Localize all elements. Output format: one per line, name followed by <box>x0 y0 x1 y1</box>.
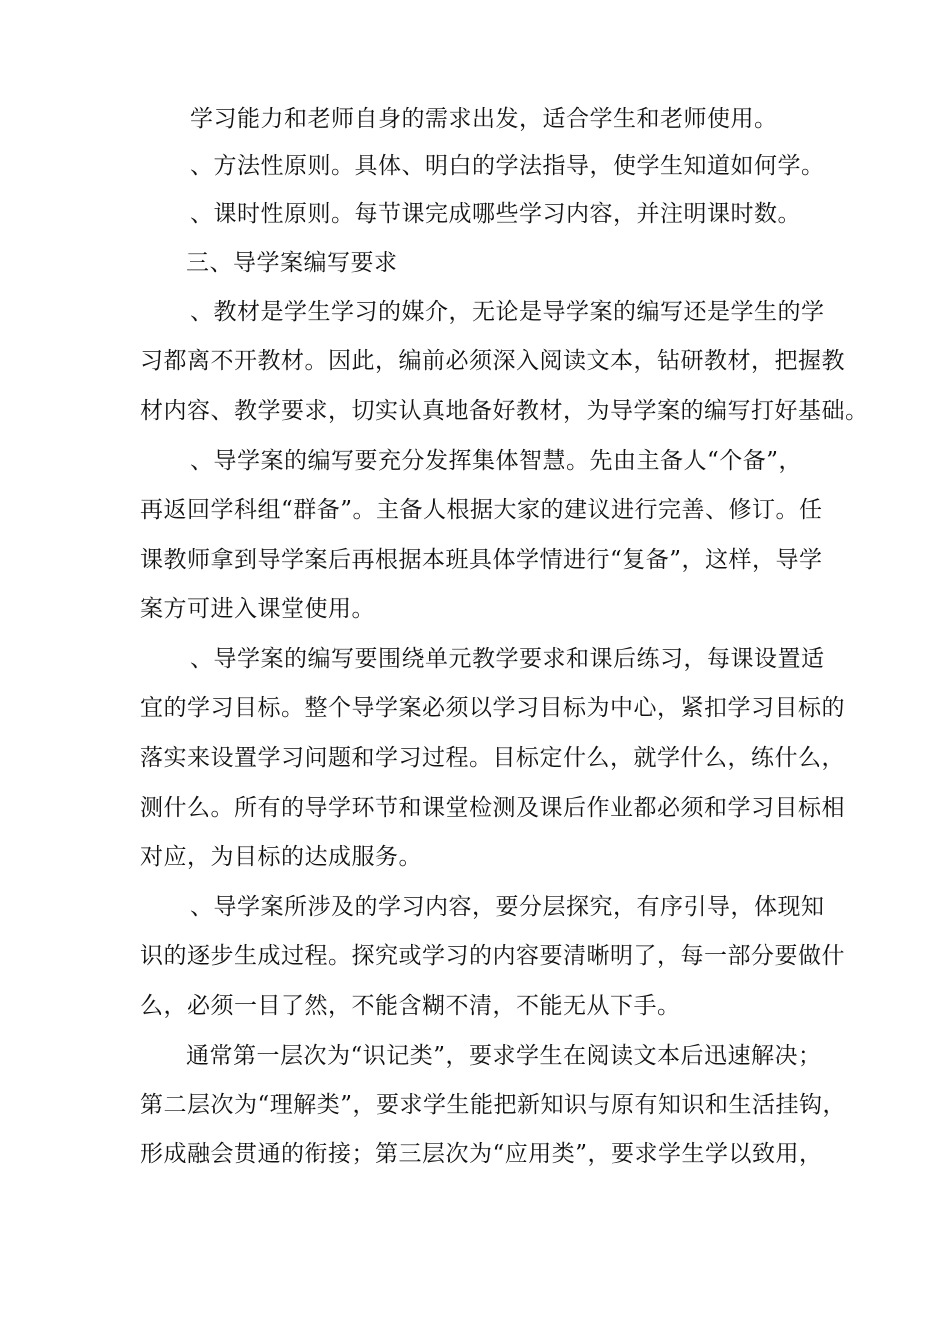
text-line: 形成融会贯通的衔接；第三层次为“应用类”，要求学生学以致用， <box>140 1141 823 1167</box>
text-line: 、方法性原则。具体、明白的学法指导，使学生知道如何学。 <box>190 153 825 179</box>
text-line: 、导学案的编写要充分发挥集体智慧。先由主备人“个备”， <box>190 448 803 474</box>
text-line: 案方可进入课堂使用。 <box>140 596 375 622</box>
text-line: 学习能力和老师自身的需求出发，适合学生和老师使用。 <box>190 106 778 132</box>
text-line: 课教师拿到导学案后再根据本班具体学情进行“复备”，这样，导学 <box>140 547 823 573</box>
text-line: 识的逐步生成过程。探究或学习的内容要清晰明了，每一部分要做什 <box>140 943 845 969</box>
text-line: 、课时性原则。每节课完成哪些学习内容，并注明课时数。 <box>190 201 801 227</box>
text-line: 对应，为目标的达成服务。 <box>140 844 422 870</box>
text-line: 落实来设置学习问题和学习过程。目标定什么，就学什么，练什么， <box>140 745 845 771</box>
text-line: 、导学案所涉及的学习内容，要分层探究，有序引导，体现知 <box>190 894 825 920</box>
text-line: 测什么。所有的导学环节和课堂检测及课后作业都必须和学习目标相 <box>140 795 845 821</box>
text-line: 么，必须一目了然，不能含糊不清，不能无从下手。 <box>140 993 681 1019</box>
text-line: 材内容、教学要求，切实认真地备好教材，为导学案的编写打好基础。 <box>140 398 869 424</box>
text-line: 第二层次为“理解类”，要求学生能把新知识与原有知识和生活挂钩， <box>140 1092 847 1118</box>
text-line: 再返回学科组“群备”。主备人根据大家的建议进行完善、修订。任 <box>140 497 823 523</box>
section-heading: 三、导学案编写要求 <box>186 250 398 276</box>
text-line: 、导学案的编写要围绕单元教学要求和课后练习，每课设置适 <box>190 646 825 672</box>
text-line: 习都离不开教材。因此，编前必须深入阅读文本，钻研教材，把握教 <box>140 348 845 374</box>
text-line: 宜的学习目标。整个导学案必须以学习目标为中心，紧扣学习目标的 <box>140 695 845 721</box>
text-line: 通常第一层次为“识记类”，要求学生在阅读文本后迅速解决； <box>186 1043 822 1069</box>
text-line: 、教材是学生学习的媒介，无论是导学案的编写还是学生的学 <box>190 299 825 325</box>
